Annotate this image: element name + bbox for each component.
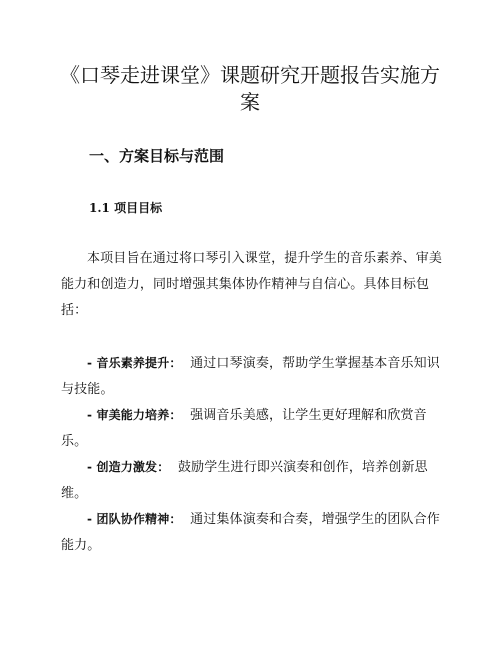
goal-text: 鼓励学生进行即兴演奏和创作，培养创新思维。 — [61, 460, 428, 501]
subsection-title: 项目目标 — [109, 201, 163, 215]
goal-item-creativity — [61, 454, 449, 507]
document-title: 《口琴走进课堂》课题研究开题报告实施方案 — [60, 63, 440, 114]
goal-text: 通过口琴演奏，帮助学生掌握基本音乐知识与技能。 — [61, 356, 440, 397]
goal-text: 通过集体演奏和合奏，增强学生的团队合作能力。 — [61, 512, 440, 553]
goal-label: - 审美能力培养： — [87, 408, 182, 422]
goal-text: 强调音乐美感，让学生更好理解和欣赏音乐。 — [61, 408, 427, 449]
goal-item-teamwork — [61, 506, 449, 559]
subsection-heading — [89, 200, 162, 216]
goal-label: - 创造力激发： — [87, 460, 170, 474]
goal-label: - 团队协作精神： — [87, 512, 182, 526]
section-heading: 一、方案目标与范围 — [89, 147, 225, 165]
goal-item-music-literacy — [61, 350, 449, 403]
goal-item-aesthetic — [61, 402, 449, 455]
subsection-number: 1.1 — [89, 201, 110, 215]
intro-paragraph: 本项目旨在通过将口琴引入课堂，提升学生的音乐素养、审美能力和创造力，同时增强其集体协作精神与自信心。具体目标包括： — [61, 251, 443, 318]
goal-label: - 音乐素养提升： — [87, 356, 182, 370]
